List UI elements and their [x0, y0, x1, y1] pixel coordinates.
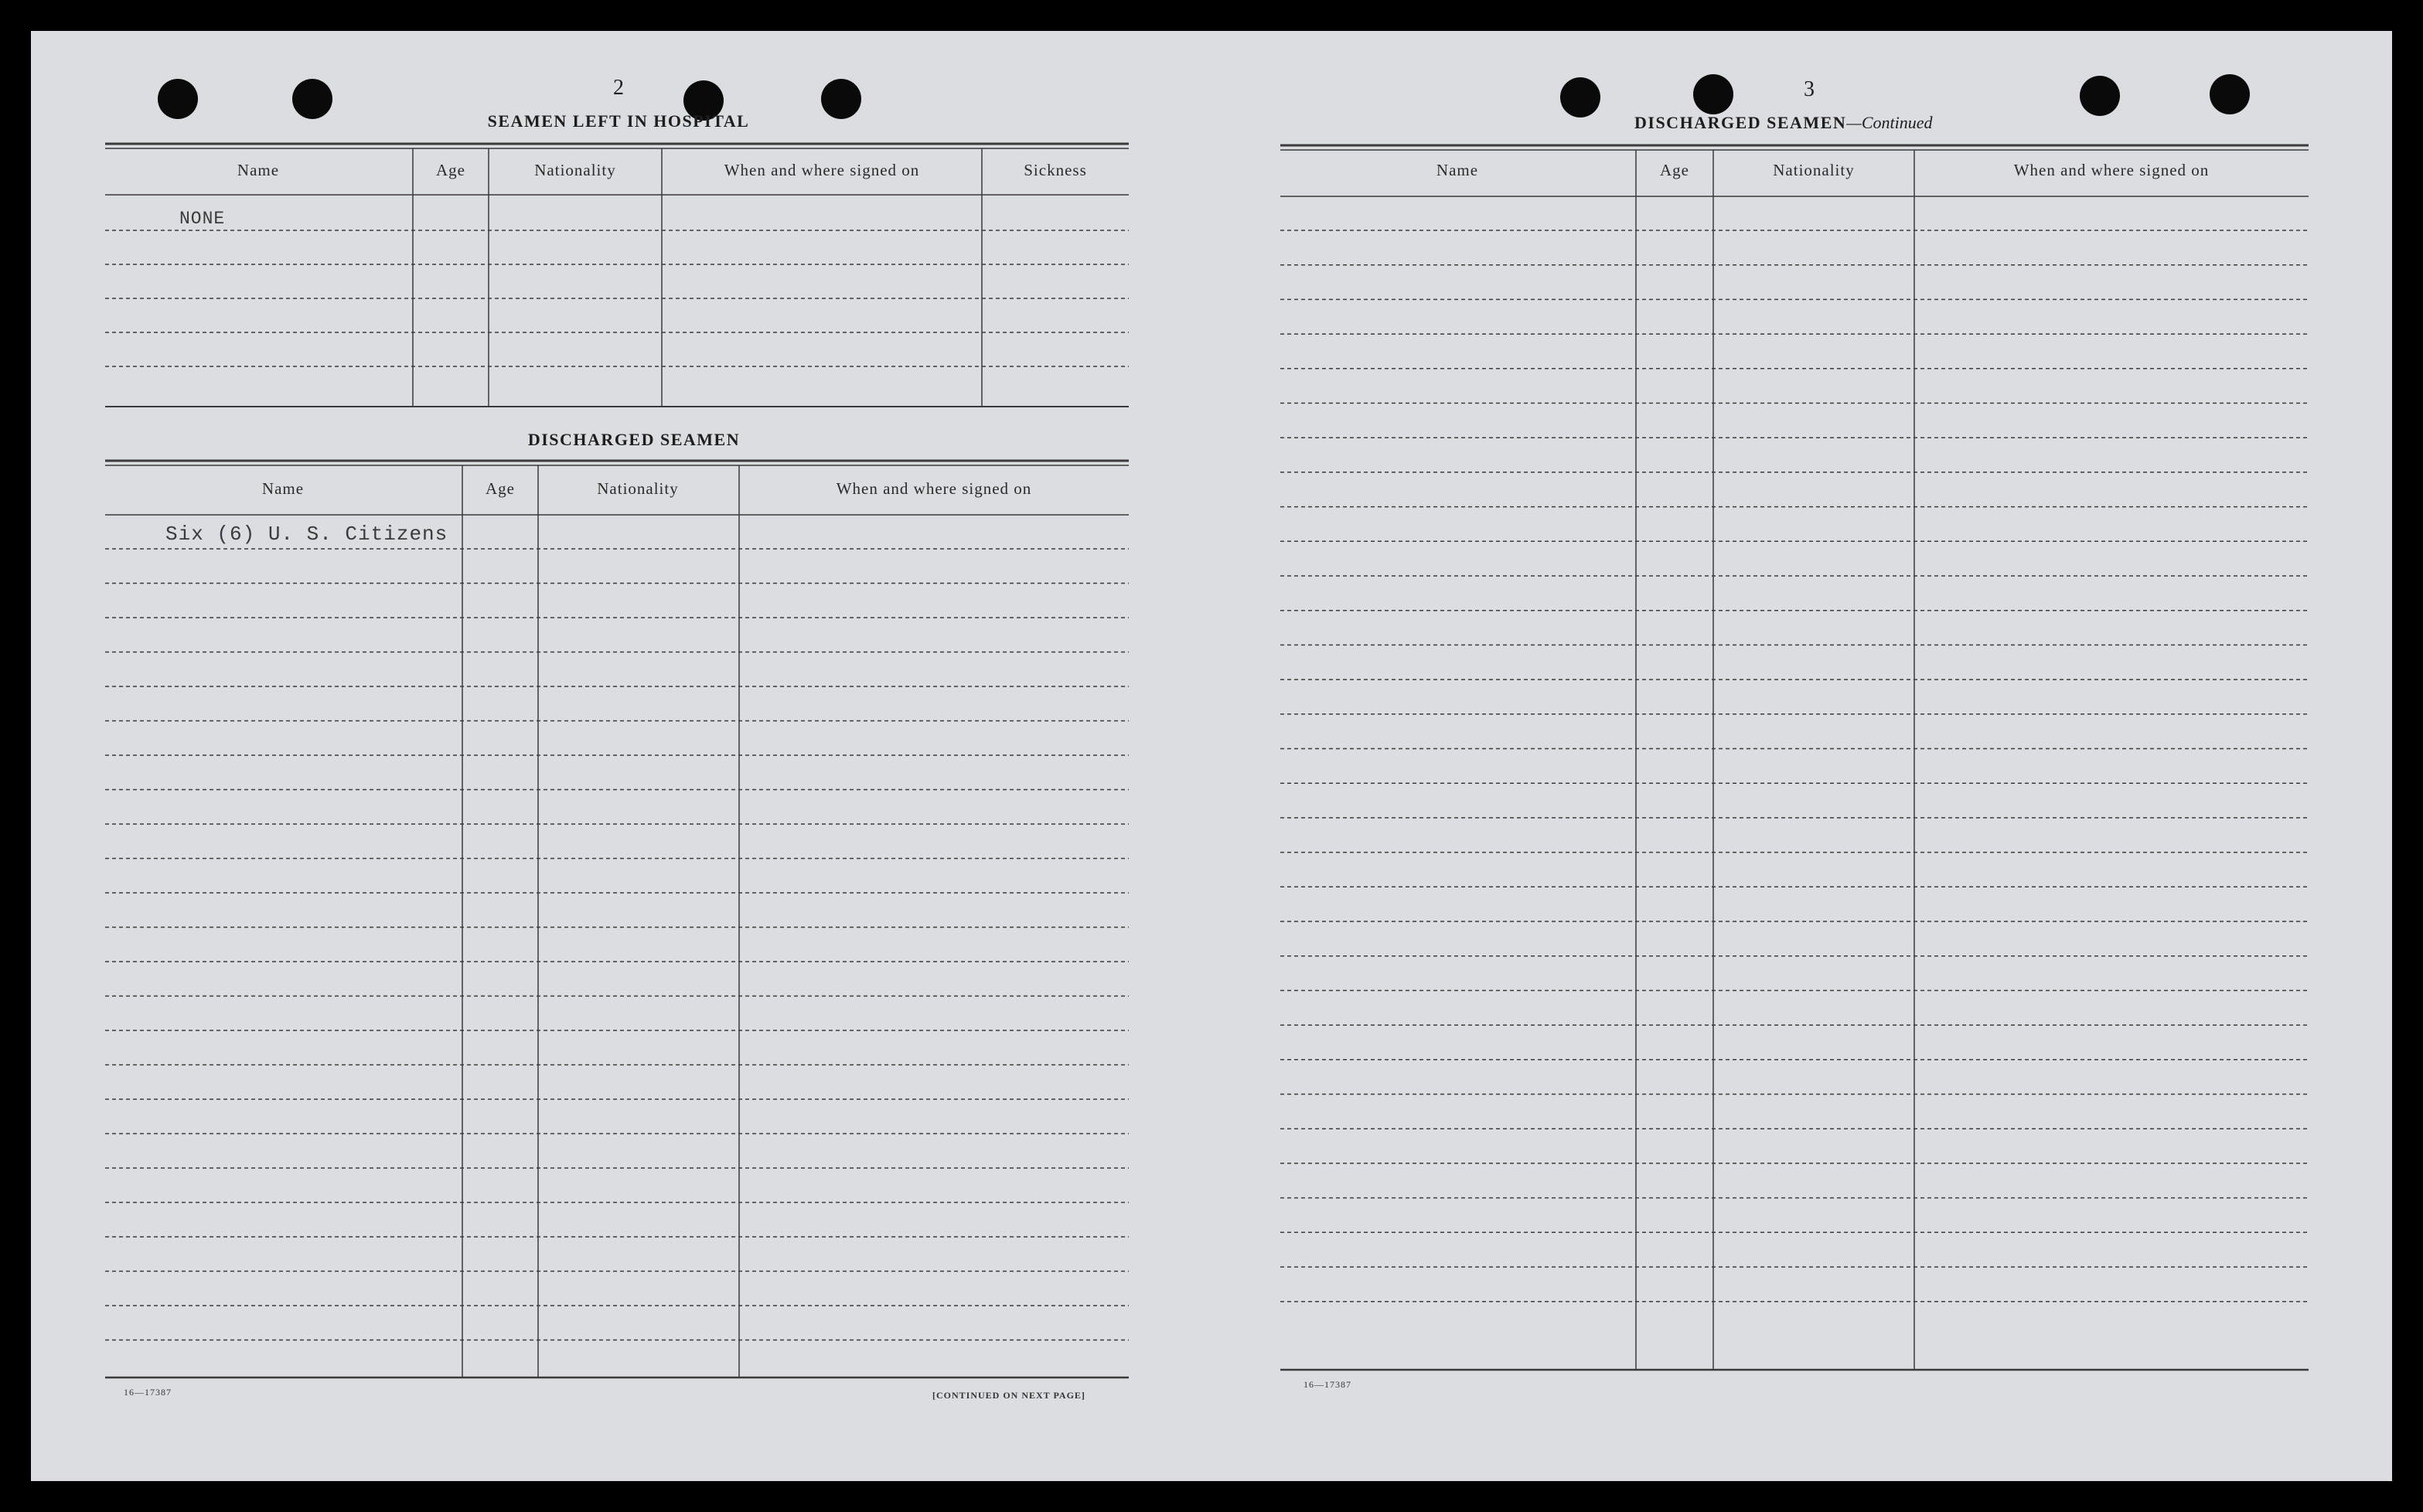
discharged-entry: Six (6) U. S. Citizens	[165, 523, 448, 546]
page-number: 3	[1804, 77, 1815, 101]
discharged-continued-title	[1634, 113, 1959, 133]
col-age: Age	[1660, 161, 1689, 179]
page-number: 2	[613, 76, 624, 100]
hospital-col-name: Name	[237, 161, 280, 179]
punch-hole	[292, 79, 332, 119]
continued-note: [CONTINUED ON NEXT PAGE]	[932, 1390, 1085, 1401]
discharged-section-title: DISCHARGED SEAMEN	[527, 430, 741, 449]
hospital-col-sickness: Sickness	[1024, 161, 1087, 179]
punch-hole	[2080, 76, 2120, 116]
discharged-col-signed-on: When and where signed on	[836, 479, 1032, 498]
hospital-col-signed-on: When and where signed on	[724, 161, 920, 179]
col-nationality: Nationality	[1773, 161, 1855, 179]
col-signed-on: When and where signed on	[2013, 161, 2210, 179]
discharged-col-nationality: Nationality	[597, 479, 679, 498]
form-number: 16—17387	[124, 1387, 172, 1398]
title-suffix: —Continued	[1846, 113, 1933, 132]
punch-hole	[158, 79, 198, 119]
title-main: DISCHARGED SEAMEN	[1634, 113, 1847, 132]
col-name: Name	[1436, 161, 1479, 179]
discharged-col-age: Age	[486, 479, 515, 498]
form-number: 16—17387	[1304, 1379, 1351, 1390]
punch-hole	[1693, 74, 1733, 114]
punch-hole	[2210, 74, 2250, 114]
hospital-section-title: SEAMEN LEFT IN HOSPITAL	[487, 111, 750, 131]
hospital-col-age: Age	[436, 161, 465, 179]
discharged-col-name: Name	[261, 479, 305, 498]
hospital-col-nationality: Nationality	[534, 161, 616, 179]
punch-hole	[1560, 77, 1600, 117]
hospital-entry: NONE	[179, 209, 226, 229]
